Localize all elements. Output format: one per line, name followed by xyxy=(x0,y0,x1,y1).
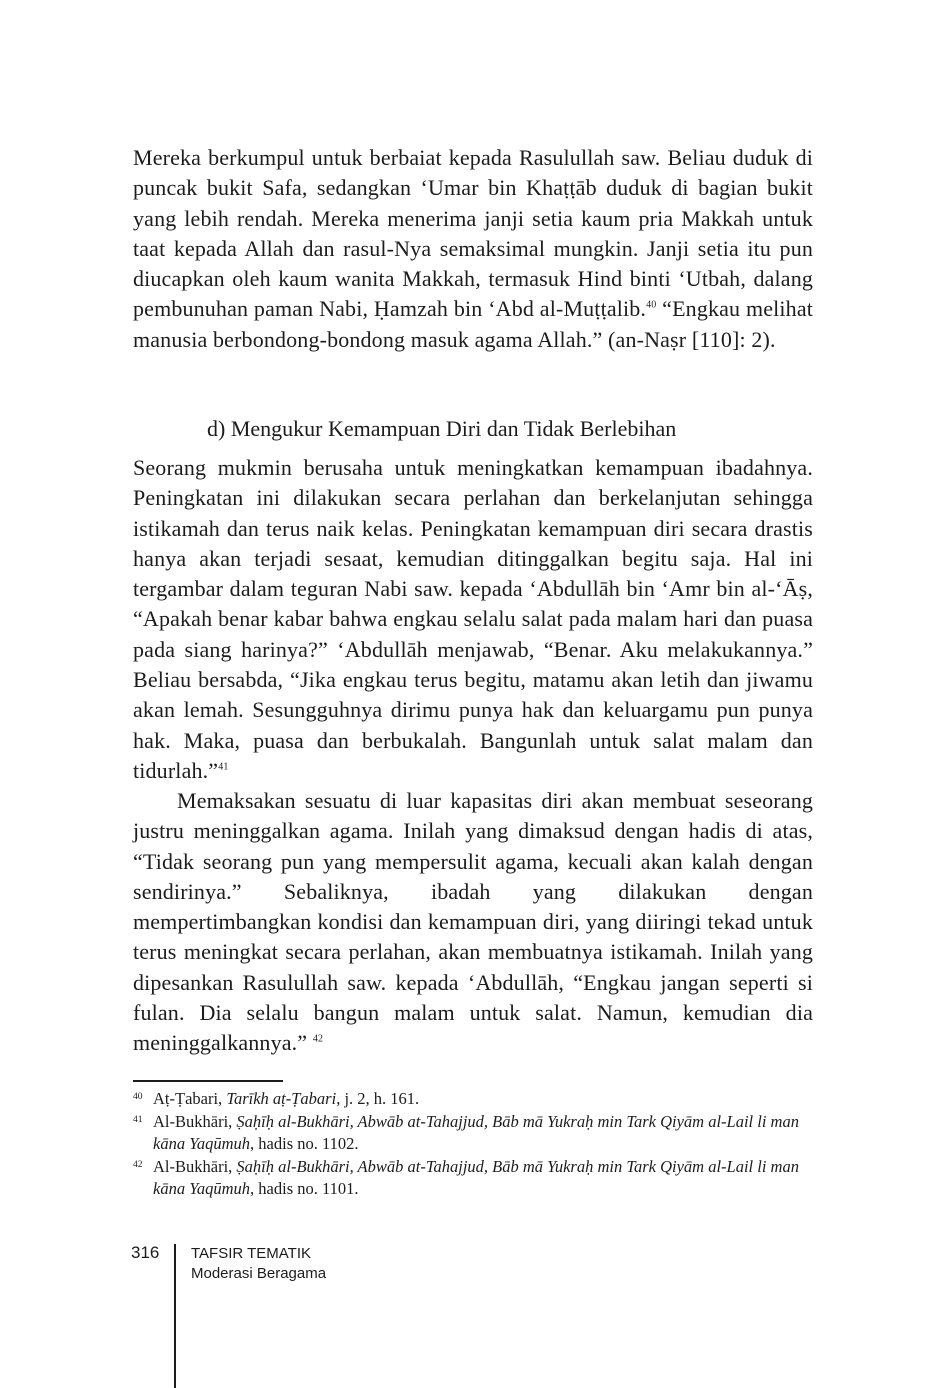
footnote-40 xyxy=(133,1088,813,1111)
footnote-ref-42[interactable]: 42 xyxy=(312,1034,324,1046)
quran-quote: “Engkau melihat manusia berbondong-bondong masuk agama Allah.” (an-Naṣr [110]: 2). xyxy=(133,296,813,352)
footnotes xyxy=(133,1088,813,1201)
footnote-number: 41 xyxy=(133,1114,143,1125)
footnote-author: Al-Bukhāri, xyxy=(153,1156,237,1176)
section-heading: d) Mengukur Kemampuan Diri dan Tidak Berlebihan xyxy=(207,416,677,441)
footnote-ref-41[interactable]: 41 xyxy=(218,761,229,773)
running-footer xyxy=(191,1244,326,1284)
footnote-reference: , j. 2, h. 161. xyxy=(336,1089,420,1108)
paragraph-text xyxy=(133,786,813,1059)
page-number: 316 xyxy=(131,1243,160,1262)
series-title: TAFSIR TEMATIK xyxy=(191,1245,312,1262)
footnote-reference: , hadis no. 1102. xyxy=(250,1134,359,1153)
footnote-divider xyxy=(133,1080,283,1082)
footnote-42 xyxy=(133,1156,813,1201)
footnote-source-title: Ṣaḥīḥ al-Bukhāri, Abwāb at-Tahajjud, Bāb mā Yukraḥ min Tark Qiyām al-Lail li man kāna Yaqūmuh xyxy=(153,1156,799,1198)
footnote-number: 42 xyxy=(133,1159,143,1170)
footnote-author: Aṭ-Ṭabari, xyxy=(153,1089,227,1108)
book-title: Moderasi Beragama xyxy=(191,1265,327,1282)
footnote-41 xyxy=(133,1111,813,1156)
paragraph-2-text: Seorang mukmin berusaha untuk meningkatkan kemampuan ibadahnya. Peningkatan ini dilakukan secara perlahan dan berkelanjutan sehingga istikamah dan terus naik kelas. Peningkatan kemampuan diri secara drastis hanya akan terjadi sesaat, kemudian ditinggalkan begitu saja. Hal ini tergambar dalam teguran Nabi saw. kepada ‘Abdullāh bin ‘Amr bin al-‘Āṣ, “Apakah benar kabar bahwa engkau selalu salat pada malam hari dan puasa pada siang harinya?” ‘Abdullāh menjawab, “Benar. Aku melakukannya.” Beliau bersabda, “Jika engkau terus begitu, matamu akan letih dan jiwamu akan lemah. Sesungguhnya dirimu punya hak dan keluargamu pun punya hak. Maka, puasa dan berbukalah. Bangunlah untuk salat malam dan tidurlah.” xyxy=(133,455,813,783)
body-paragraph-1 xyxy=(133,143,813,355)
footnote-source-title: Ṣaḥīḥ al-Bukhāri, Abwāb at-Tahajjud, Bāb mā Yukraḥ min Tark Qiyām al-Lail li man kāna Yaqūmuh xyxy=(153,1111,799,1153)
footnote-number: 40 xyxy=(133,1092,143,1102)
paragraph-3-text: Memaksakan sesuatu di luar kapasitas diri akan membuat seseorang justru meninggalkan agama. Inilah yang dimaksud dengan hadis di atas, “Tidak seorang pun yang mempersulit agama, kecuali akan kalah dengan sendirinya.” Sebaliknya, ibadah yang dilakukan dengan mempertimbangkan kondisi dan kemampuan diri, yang diiringi tekad untuk terus meningkat secara perlahan, akan membuatnya istikamah. Inilah yang dipesankan Rasulullah saw. kepada ‘Abdullāh, “Engkau jangan seperti si fulan. Dia selalu bangun malam untuk salat. Namun, kemudian dia meninggalkannya.” xyxy=(133,788,813,1056)
paragraph-text xyxy=(133,143,813,355)
footnote-reference: , hadis no. 1101. xyxy=(250,1179,359,1198)
paragraph-text xyxy=(133,453,813,786)
body-paragraph-2 xyxy=(133,453,813,786)
body-paragraph-3 xyxy=(133,786,813,1059)
footnote-author: Al-Bukhāri, xyxy=(153,1111,237,1131)
footnote-ref-40[interactable]: 40 xyxy=(646,300,657,312)
footnote-source-title: Tarīkh aṭ-Ṭabari xyxy=(226,1089,337,1108)
footer-vertical-rule xyxy=(174,1244,176,1388)
paragraph-1-text: Mereka berkumpul untuk berbaiat kepada Rasulullah saw. Beliau duduk di puncak bukit Safa, sedangkan ‘Umar bin Khaṭṭāb duduk di bagian bukit yang lebih rendah. Mereka menerima janji setia kaum pria Makkah untuk taat kepada Allah dan rasul-Nya semaksimal mungkin. Janji setia itu pun diucapkan oleh kaum wanita Makkah, termasuk Hind binti ‘Utbah, dalang pembunuhan paman Nabi, Ḥamzah bin ‘Abd al-Muṭṭalib. xyxy=(133,145,813,322)
